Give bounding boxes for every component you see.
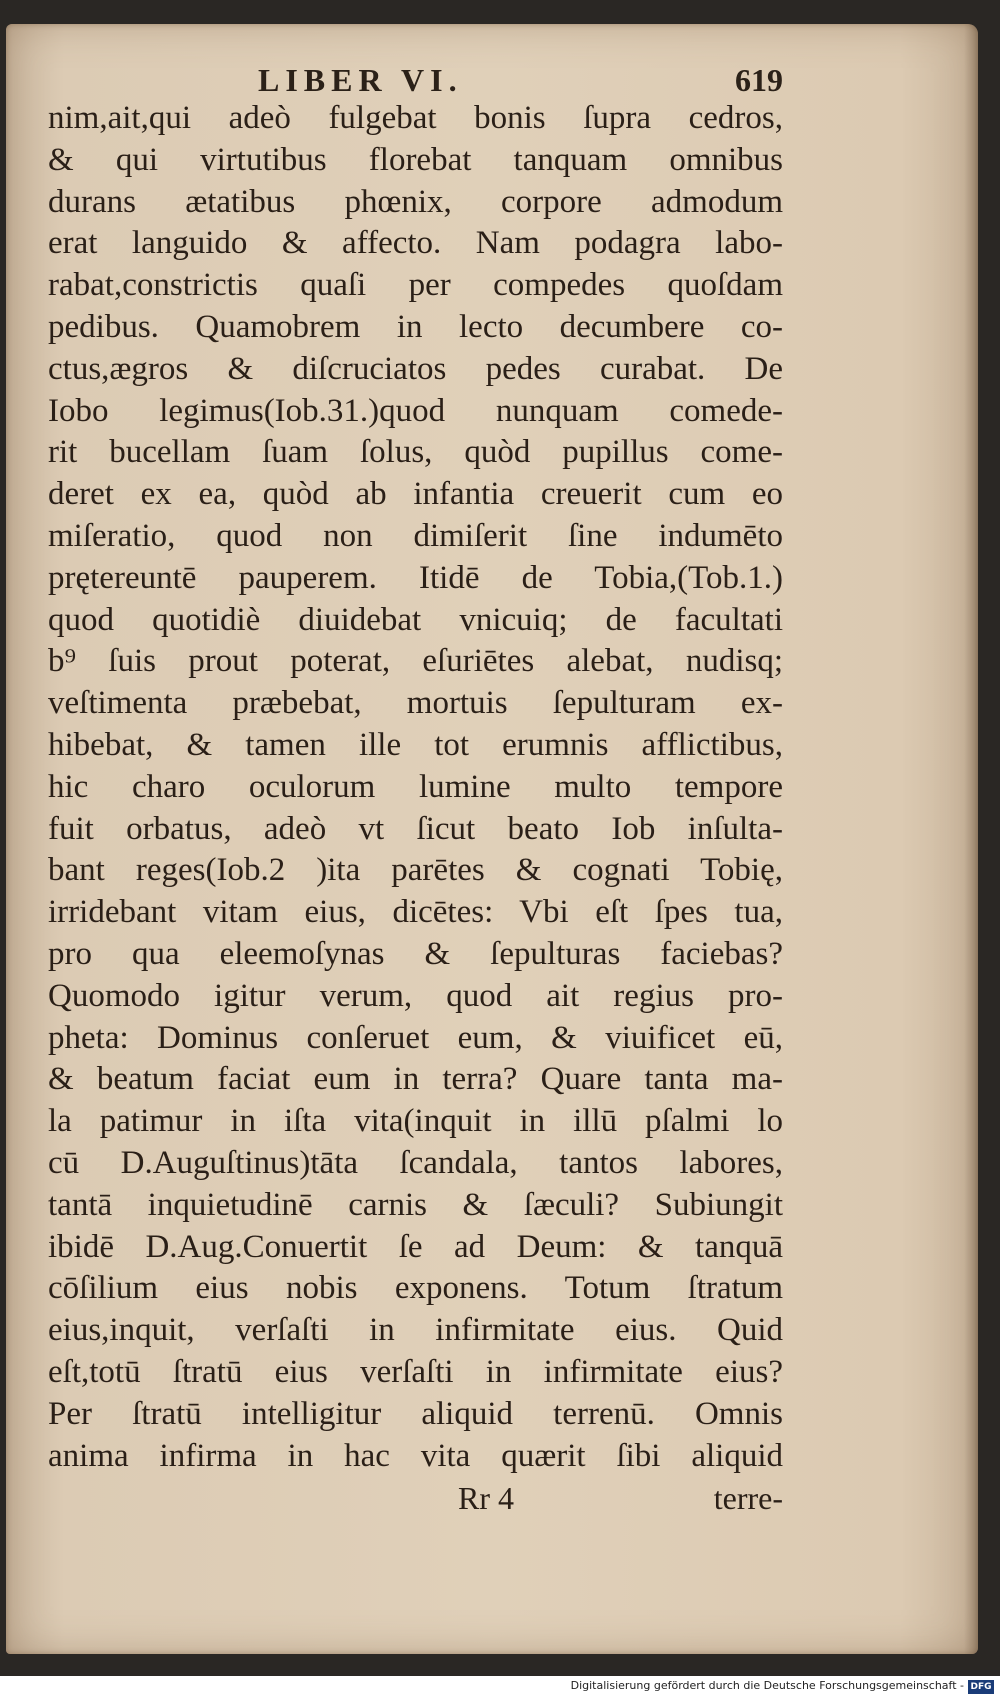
text-line: eſt,totū ſtratū eius verſaſti in infirmitate eius?: [48, 1353, 783, 1390]
text-line: ctus,ægros & diſcruciatos pedes curabat. De: [48, 350, 783, 387]
credit-bar: [0, 1676, 1000, 1698]
text-line: erat languido & affecto. Nam podagra labo-: [48, 225, 783, 262]
text-line: & qui virtutibus florebat tanquam omnibus: [48, 141, 783, 178]
text-line: Quomodo igitur verum, quod ait regius pro-: [48, 977, 783, 1014]
page-footer: [48, 1480, 783, 1524]
dfg-logo: DFG: [968, 1680, 994, 1694]
text-line: cū D.Auguſtinus)tāta ſcandala, tantos labores,: [48, 1144, 783, 1181]
running-head: LIBER VI.: [258, 62, 463, 98]
text-line: hibebat, & tamen ille tot erumnis afflictibus,: [48, 726, 783, 763]
text-line: veſtimenta præbebat, mortuis ſepulturam ex-: [48, 685, 783, 722]
text-line: hic charo oculorum lumine multo tempore: [48, 768, 783, 805]
text-line: rit bucellam ſuam ſolus, quòd pupillus come-: [48, 434, 783, 471]
text-line: irridebant vitam eius, dicētes: Vbi eſt ſpes tua,: [48, 894, 783, 931]
text-line: eius,inquit, verſaſti in infirmitate eius. Quid: [48, 1312, 783, 1349]
text-line: Iobo legimus(Iob.31.)quod nunquam comede-: [48, 392, 783, 429]
text-line: tantā inquietudinē carnis & ſæculi? Subiungit: [48, 1186, 783, 1223]
text-line: & beatum faciat eum in terra? Quare tanta ma-: [48, 1061, 783, 1098]
text-line: ibidē D.Aug.Conuertit ſe ad Deum: & tanquā: [48, 1228, 783, 1265]
credit-text: Digitalisierung gefördert durch die Deutsche Forschungsgemeinschaft -: [570, 1679, 964, 1692]
text-line: anima infirma in hac vita quærit ſibi aliquid: [48, 1437, 783, 1474]
text-line: prętereuntē pauperem. Itidē de Tobia,(Tob.1.): [48, 559, 783, 596]
text-line: deret ex ea, quòd ab infantia creuerit cum eo: [48, 476, 783, 513]
page-number: 619: [735, 62, 783, 98]
text-line: pedibus. Quamobrem in lecto decumbere co-: [48, 308, 783, 345]
text-line: Per ſtratū intelligitur aliquid terrenū. Omnis: [48, 1395, 783, 1432]
page-edge-shadow: [964, 24, 978, 1654]
signature-mark: Rr 4: [458, 1480, 514, 1516]
text-line: pro qua eleemoſynas & ſepulturas faciebas?: [48, 935, 783, 972]
text-line: miſeratio, quod non dimiſerit ſine indumēto: [48, 517, 783, 554]
text-line: cōſilium eius nobis exponens. Totum ſtratum: [48, 1270, 783, 1307]
text-line: quod quotidiè diuidebat vnicuiq; de facultati: [48, 601, 783, 638]
catchword: terre-: [713, 1480, 783, 1516]
text-line: fuit orbatus, adeò vt ſicut beato Iob inſulta-: [48, 810, 783, 847]
text-line: durans ætatibus phœnix, corpore admodum: [48, 183, 783, 220]
text-line: bant reges(Iob.2 )ita parētes & cognati Tobię,: [48, 852, 783, 889]
text-line: la patimur in iſta vita(inquit in illū pſalmi lo: [48, 1103, 783, 1140]
text-line: b⁹ ſuis prout poterat, eſuriētes alebat, nudisq;: [48, 643, 783, 680]
text-line: pheta: Dominus conſeruet eum, & viuificet eū,: [48, 1019, 783, 1056]
text-line: rabat,constrictis quaſi per compedes quoſdam: [48, 267, 783, 304]
body-text: [48, 98, 783, 1477]
text-line: nim,ait,qui adeò fulgebat bonis ſupra cedros,: [48, 100, 783, 136]
